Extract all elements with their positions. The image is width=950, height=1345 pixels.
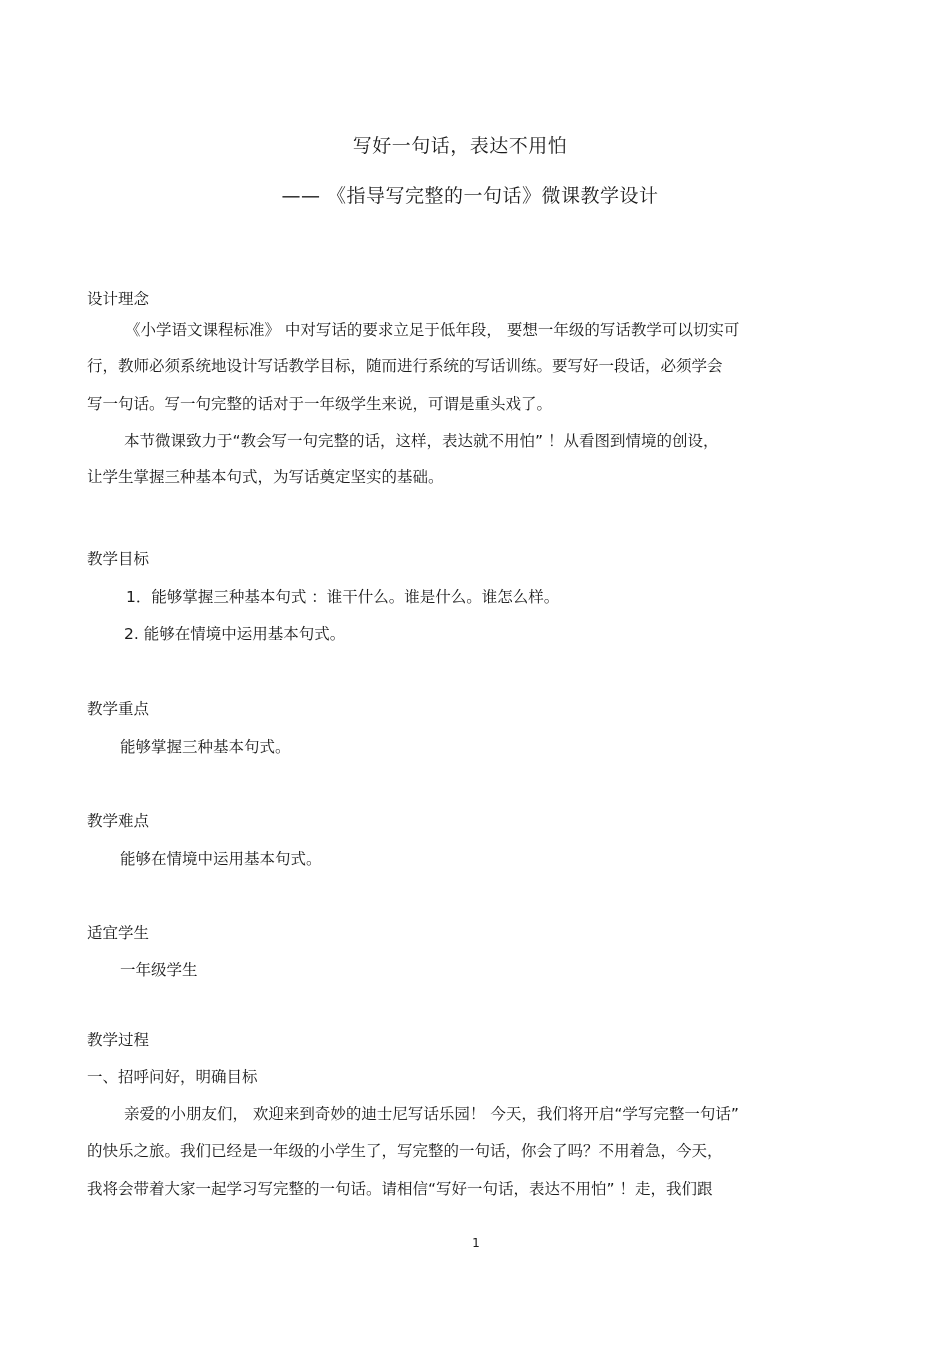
paragraph-line: 写一句话。写一句完整的话对于一年级学生来说，可谓是重头戏了。 — [87, 395, 553, 413]
paragraph-line: 行，教师必须系统地设计写话教学目标，随而进行系统的写话训练。要写好一段话，必须学会 — [87, 357, 723, 375]
page-number: 1 — [472, 1236, 480, 1250]
objective-item: 1．能够掌握三种基本句式 ：谁干什么。谁是什么。谁怎么样。 — [126, 588, 560, 606]
objective-item: 2. 能够在情境中运用基本句式。 — [124, 625, 346, 643]
difficulties-text: 能够在情境中运用基本句式。 — [120, 850, 322, 868]
paragraph-line: 亲爱的小朋友们， 欢迎来到奇妙的迪士尼写话乐园！ 今天，我们将开启“学写完整一句话” — [124, 1105, 739, 1123]
document-subtitle: —— 《指导写完整的一句话》微课教学设计 — [281, 185, 659, 207]
paragraph-line: 本节微课致力于“教会写一句完整的话，这样，表达就不用怕” ！从看图到情境的创设， — [124, 432, 719, 450]
section-heading-process: 教学过程 — [87, 1031, 150, 1049]
section-heading-difficulties: 教学难点 — [87, 812, 150, 830]
paragraph-line: 的快乐之旅。我们已经是一年级的小学生了，写完整的一句话，你会了吗？不用着急，今天， — [87, 1142, 723, 1160]
document-title: 写好一句话，表达不用怕 — [352, 135, 568, 157]
paragraph-line: 我将会带着大家一起学习写完整的一句话。请相信“写好一句话，表达不用怕” ！走，我们跟 — [87, 1180, 713, 1198]
paragraph-line: 《小学语文课程标准》 中对写话的要求立足于低年段， 要想一年级的写话教学可以切实可 — [125, 321, 740, 339]
key-points-text: 能够掌握三种基本句式。 — [120, 738, 291, 756]
section-heading-key-points: 教学重点 — [87, 700, 150, 718]
students-text: 一年级学生 — [120, 961, 198, 979]
section-heading-design-concept: 设计理念 — [87, 290, 150, 308]
section-heading-students: 适宜学生 — [87, 924, 150, 942]
process-step1-heading: 一、招呼问好，明确目标 — [87, 1068, 258, 1086]
section-heading-objectives: 教学目标 — [87, 550, 150, 568]
paragraph-line: 让学生掌握三种基本句式，为写话奠定坚实的基础。 — [87, 468, 444, 486]
